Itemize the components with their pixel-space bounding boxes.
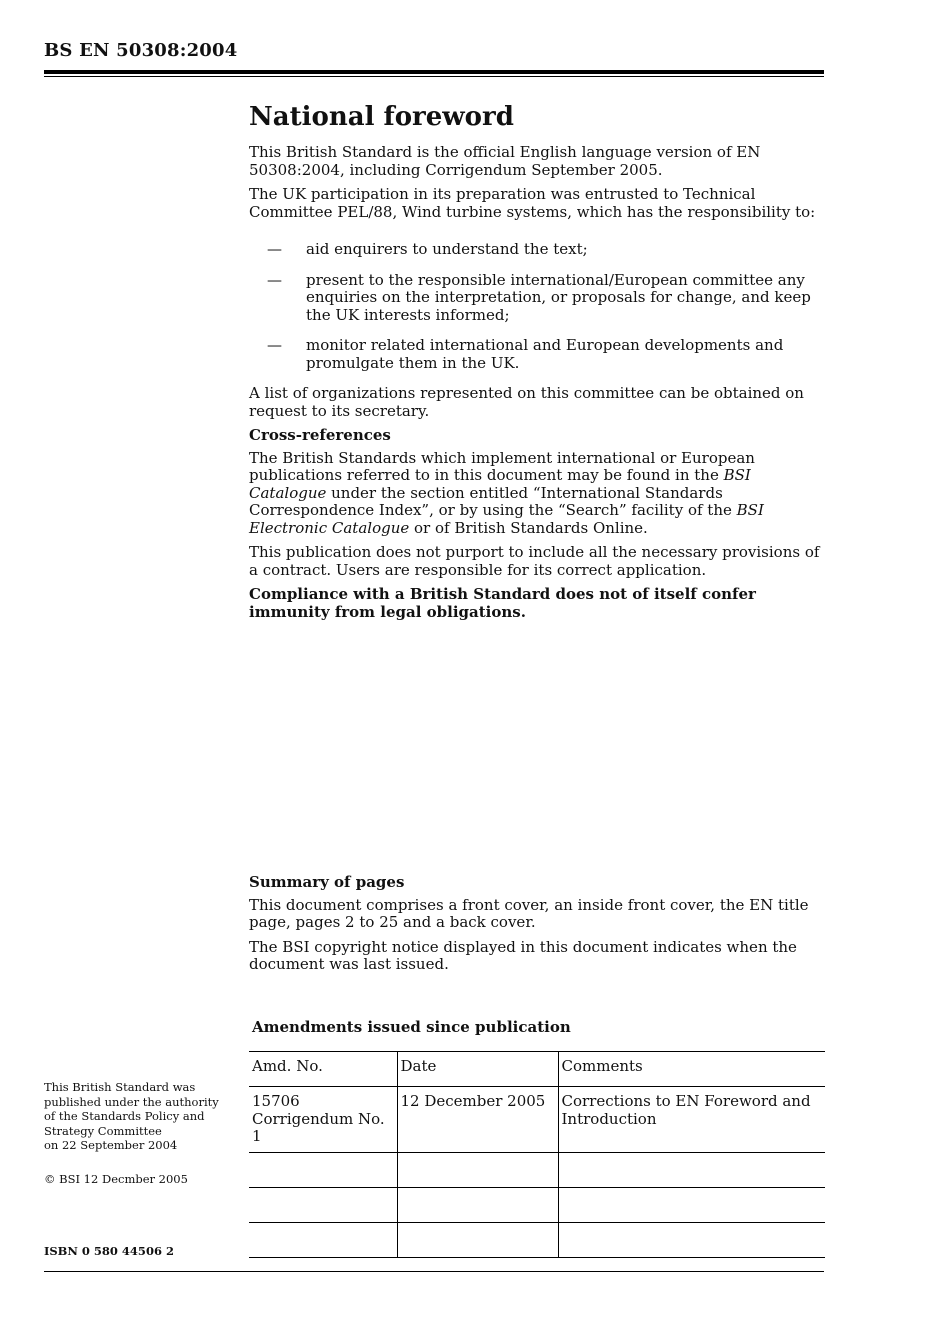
dash-bullet: —	[267, 240, 282, 258]
crossref-text-a: The British Standards which implement international or European publications referred to in this document may be found in the	[249, 448, 755, 484]
summary-paragraph-1: This document comprises a front cover, an inside front cover, the EN title page, pages 2 to 25 and a back cover.	[249, 895, 809, 931]
list-item-text: monitor related international and European developments and promulgate them in the UK.	[306, 336, 784, 372]
table-row-empty	[249, 1187, 825, 1222]
header-date: Date	[397, 1052, 558, 1087]
header-rule-thick	[44, 70, 824, 74]
foreword-paragraph-3: A list of organizations represented on this committee can be obtained on request to its secretary.	[249, 384, 804, 420]
table-header-row	[249, 1052, 825, 1087]
list-item-text: present to the responsible international/European committee any enquiries on the interpretation, or proposals for change, and keep the UK interests informed;	[306, 270, 811, 324]
bsi-electronic-catalogue-ref: BSI Electronic Catalogue	[249, 501, 764, 537]
crossref-heading: Cross-references	[249, 426, 391, 444]
empty-cell	[558, 1152, 825, 1187]
list-item-text: aid enquirers to understand the text;	[306, 240, 588, 258]
isbn: ISBN 0 580 44506 2	[44, 1244, 174, 1258]
empty-cell	[558, 1222, 825, 1257]
amd-no-cell	[249, 1087, 397, 1153]
empty-cell	[249, 1152, 397, 1187]
amendments-table	[249, 1051, 825, 1258]
list-item	[249, 272, 831, 325]
summary-heading: Summary of pages	[249, 873, 405, 891]
document-code: BS EN 50308:2004	[44, 40, 238, 61]
header-comments: Comments	[558, 1052, 825, 1087]
foreword-section	[249, 100, 831, 628]
foreword-paragraph-1: This British Standard is the official English language version of EN 50308:2004, including Corrigendum September 2005.	[249, 143, 761, 179]
footer-rule	[44, 1271, 824, 1272]
crossref-paragraph	[249, 450, 831, 538]
header-amd-no: Amd. No.	[249, 1052, 397, 1087]
foreword-paragraph-4: This publication does not purport to include all the necessary provisions of a contract. Users are responsible for its correct application.	[249, 543, 820, 579]
amd-corrigendum: Corrigendum No. 1	[252, 1109, 385, 1145]
dash-bullet: —	[267, 336, 282, 354]
responsibility-list	[249, 241, 831, 372]
summary-section	[249, 874, 831, 981]
compliance-statement: Compliance with a British Standard does not of itself confer immunity from legal obligations.	[249, 585, 756, 621]
empty-cell	[397, 1187, 558, 1222]
amd-number: 15706	[252, 1092, 300, 1110]
crossref-text-c: under the section entitled “International Standards Correspondence Index”, or by using the “Search” facility of the	[249, 483, 737, 519]
header-rule-thin	[44, 76, 824, 77]
empty-cell	[249, 1222, 397, 1257]
empty-cell	[397, 1222, 558, 1257]
table-row-empty	[249, 1152, 825, 1187]
empty-cell	[249, 1187, 397, 1222]
table-row-empty	[249, 1222, 825, 1257]
summary-paragraph-2: The BSI copyright notice displayed in this document indicates when the document was last issued.	[249, 937, 797, 973]
comments-cell: Corrections to EN Foreword and Introduction	[558, 1087, 825, 1153]
empty-cell	[397, 1152, 558, 1187]
page-title: National foreword	[249, 102, 514, 132]
list-item	[249, 241, 831, 259]
date-cell: 12 December 2005	[397, 1087, 558, 1153]
note-line: on 22 September 2004	[44, 1138, 178, 1152]
note-line: This British Standard was	[44, 1080, 196, 1094]
note-line: published under the authority	[44, 1094, 219, 1109]
bsi-catalogue-ref: BSI Catalogue	[249, 466, 751, 502]
note-line: of the Standards Policy and	[44, 1109, 205, 1123]
amendments-title: Amendments issued since publication	[252, 1018, 571, 1036]
copyright-notice: © BSI 12 Decmber 2005	[44, 1172, 188, 1186]
dash-bullet: —	[267, 270, 282, 289]
empty-cell	[558, 1187, 825, 1222]
foreword-paragraph-2: The UK participation in its preparation was entrusted to Technical Committee PEL/88, Wind turbine systems, which has the responsibility to:	[249, 185, 816, 221]
publication-note	[44, 1080, 234, 1153]
note-line: Strategy Committee	[44, 1123, 162, 1138]
table-row	[249, 1087, 825, 1153]
list-item	[249, 337, 831, 372]
crossref-text-e: or of British Standards Online.	[409, 518, 648, 537]
